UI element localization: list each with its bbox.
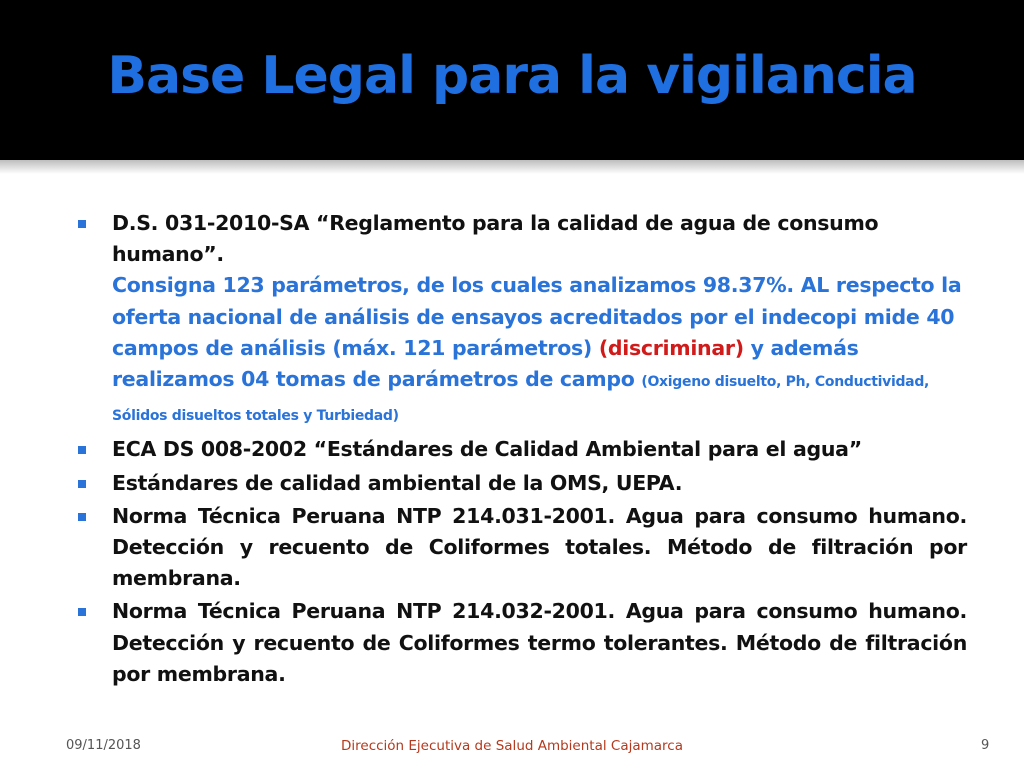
bullet-text: Estándares de calidad ambiental de la OMS, UEPA. (112, 470, 683, 495)
bullet-item-1 (112, 208, 967, 432)
footer-organization: Dirección Ejecutiva de Salud Ambiental Cajamarca (340, 738, 683, 754)
slide-number: 9 (981, 738, 990, 753)
bullet-item-5 (112, 596, 967, 690)
bullet-marker-icon (78, 480, 86, 488)
bullet-item-3 (112, 468, 967, 499)
bullet-marker-icon (78, 446, 86, 454)
bullet-text: ECA DS 008-2002 “Estándares de Calidad Ambiental para el agua” (112, 437, 862, 462)
bullet-blue-text-2: y además realizamos 04 tomas de parámetros de campo (112, 335, 859, 392)
slide-title: Base Legal para la vigilancia (107, 46, 917, 106)
title-bar-shadow (0, 160, 1024, 174)
bullet-item-4 (112, 501, 967, 595)
title-bar (0, 0, 1024, 160)
bullet-item-2 (112, 434, 967, 465)
slide-content (112, 208, 967, 692)
bullet-marker-icon (78, 608, 86, 616)
bullet-small-note: (Oxigeno disuelto, Ph, Conductividad, Sólidos disueltos totales y Turbiedad) (112, 374, 930, 425)
bullet-blue-text: Consigna 123 parámetros, de los cuales analizamos 98.37%. AL respecto la oferta nacional de análisis de ensayos acreditados por el indecopi mide 40 campos de análisis (máx. 121 parámetros) (112, 273, 962, 360)
bullet-red-text: (discriminar) (598, 335, 744, 360)
bullet-marker-icon (78, 513, 86, 521)
bullet-marker-icon (78, 220, 86, 228)
bullet-text: Norma Técnica Peruana NTP 214.031-2001. Agua para consumo humano. Detección y recuento de Coliformes totales. Método de filtración por membrana. (112, 503, 967, 591)
footer-date: 09/11/2018 (66, 738, 141, 753)
bullet-text: Norma Técnica Peruana NTP 214.032-2001. Agua para consumo humano. Detección y recuento de Coliformes termo tolerantes. Método de filtración por membrana. (112, 599, 967, 686)
bullet-text: D.S. 031-2010-SA “Reglamento para la calidad de agua de consumo humano”. (112, 211, 879, 267)
